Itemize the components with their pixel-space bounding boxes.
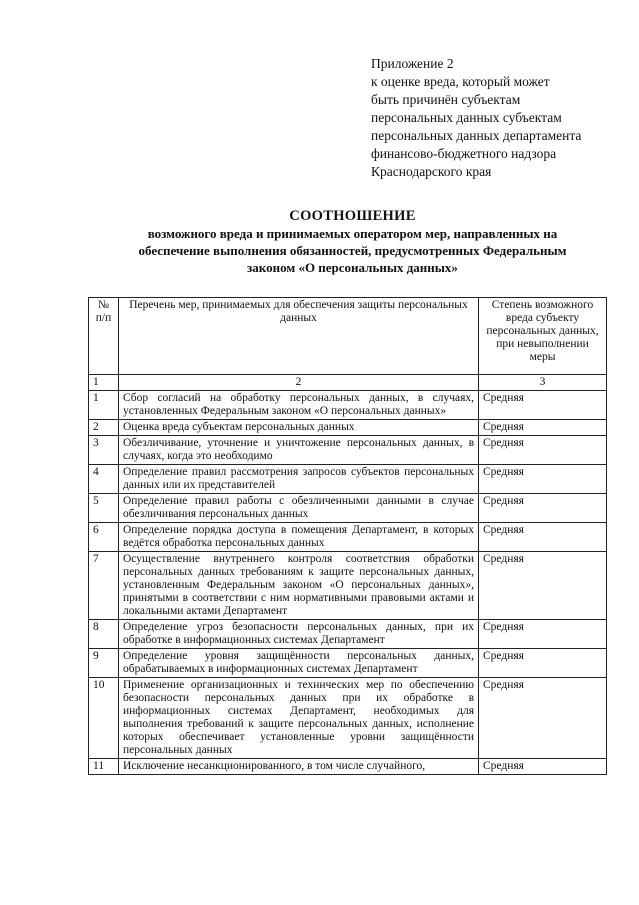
table-row bbox=[89, 678, 607, 759]
row-num-cell: 2 bbox=[89, 420, 119, 436]
measures-table bbox=[88, 297, 607, 775]
header-degree: Степень возможного вреда субъекту персональных данных, при невыполнении меры bbox=[479, 298, 607, 375]
row-num-cell: 4 bbox=[89, 465, 119, 494]
row-measure-cell: Применение организационных и технических мер по обеспечению безопасности персональных данных при их обработке в информационных системах Департамент, необходимых для выполнения требований к защите персональных данных, исполнение которых обеспечивает установленные уровни защищённости персональных данных bbox=[119, 678, 479, 759]
appendix-line: персональных данных департамента bbox=[371, 128, 582, 143]
row-degree-cell: Средняя bbox=[479, 759, 607, 775]
row-measure-cell: Определение правил работы с обезличенными данными в случае обезличивания персональных данных bbox=[119, 494, 479, 523]
index-cell: 1 bbox=[89, 375, 119, 391]
appendix-line: к оценке вреда, который может bbox=[371, 74, 550, 89]
row-degree-cell: Средняя bbox=[479, 649, 607, 678]
row-degree-cell: Средняя bbox=[479, 391, 607, 420]
appendix-block bbox=[371, 55, 631, 181]
appendix-line: Приложение 2 bbox=[371, 56, 454, 71]
appendix-line: Краснодарского края bbox=[371, 164, 492, 179]
document-title: СООТНОШЕНИЕ bbox=[289, 208, 416, 224]
row-measure-cell: Определение порядка доступа в помещения Департамент, в которых ведётся обработка персональных данных bbox=[119, 523, 479, 552]
row-measure-cell: Осуществление внутреннего контроля соответствия обработки персональных данных требованиям к защите персональных данных, установленным Федеральным законом «О персональных данных», принятыми в соответствии с ним нормативными правовыми актами и локальными актами Департамент bbox=[119, 552, 479, 620]
row-num-cell: 5 bbox=[89, 494, 119, 523]
row-num-cell: 11 bbox=[89, 759, 119, 775]
row-num-cell: 6 bbox=[89, 523, 119, 552]
header-num: № п/п bbox=[89, 298, 119, 375]
table-header-row bbox=[89, 298, 607, 375]
table-row bbox=[89, 420, 607, 436]
heading-subtitle-line: обеспечение выполнения обязанностей, предусмотренных Федеральным bbox=[138, 243, 567, 258]
row-degree-cell: Средняя bbox=[479, 465, 607, 494]
row-num-cell: 3 bbox=[89, 436, 119, 465]
heading-subtitle-line: возможного вреда и принимаемых оператором мер, направленных на bbox=[147, 226, 558, 241]
row-degree-cell: Средняя bbox=[479, 552, 607, 620]
index-cell: 2 bbox=[119, 375, 479, 391]
row-measure-cell: Определение угроз безопасности персональных данных, при их обработке в информационных системах Департамент bbox=[119, 620, 479, 649]
row-measure-cell: Определение уровня защищённости персональных данных, обрабатываемых в информационных системах Департамент bbox=[119, 649, 479, 678]
table-row bbox=[89, 620, 607, 649]
index-cell: 3 bbox=[479, 375, 607, 391]
heading-subtitle-line: законом «О персональных данных» bbox=[247, 260, 458, 275]
row-num-cell: 8 bbox=[89, 620, 119, 649]
row-degree-cell: Средняя bbox=[479, 494, 607, 523]
table-row bbox=[89, 465, 607, 494]
row-num-cell: 1 bbox=[89, 391, 119, 420]
row-measure-cell: Определение правил рассмотрения запросов субъектов персональных данных или их представителей bbox=[119, 465, 479, 494]
table-row bbox=[89, 391, 607, 420]
table-row bbox=[89, 552, 607, 620]
appendix-line: персональных данных субъектам bbox=[371, 110, 562, 125]
row-measure-cell: Обезличивание, уточнение и уничтожение персональных данных, в случаях, когда это необходимо bbox=[119, 436, 479, 465]
row-measure-cell: Исключение несанкционированного, в том числе случайного, bbox=[119, 759, 479, 775]
row-degree-cell: Средняя bbox=[479, 678, 607, 759]
row-degree-cell: Средняя bbox=[479, 620, 607, 649]
table-row bbox=[89, 494, 607, 523]
row-measure-cell: Оценка вреда субъектам персональных данных bbox=[119, 420, 479, 436]
row-degree-cell: Средняя bbox=[479, 436, 607, 465]
table-row bbox=[89, 523, 607, 552]
table-index-row bbox=[89, 375, 607, 391]
row-measure-cell: Сбор согласий на обработку персональных данных, в случаях, установленных Федеральным законом «О персональных данных» bbox=[119, 391, 479, 420]
row-degree-cell: Средняя bbox=[479, 420, 607, 436]
table-row bbox=[89, 759, 607, 775]
table-row bbox=[89, 436, 607, 465]
appendix-line: финансово-бюджетного надзора bbox=[371, 146, 557, 161]
header-measure: Перечень мер, принимаемых для обеспечения защиты персональных данных bbox=[119, 298, 479, 375]
row-num-cell: 9 bbox=[89, 649, 119, 678]
document-heading bbox=[60, 208, 639, 276]
appendix-line: быть причинён субъектам bbox=[371, 92, 521, 107]
row-num-cell: 10 bbox=[89, 678, 119, 759]
row-degree-cell: Средняя bbox=[479, 523, 607, 552]
table-row bbox=[89, 649, 607, 678]
row-num-cell: 7 bbox=[89, 552, 119, 620]
